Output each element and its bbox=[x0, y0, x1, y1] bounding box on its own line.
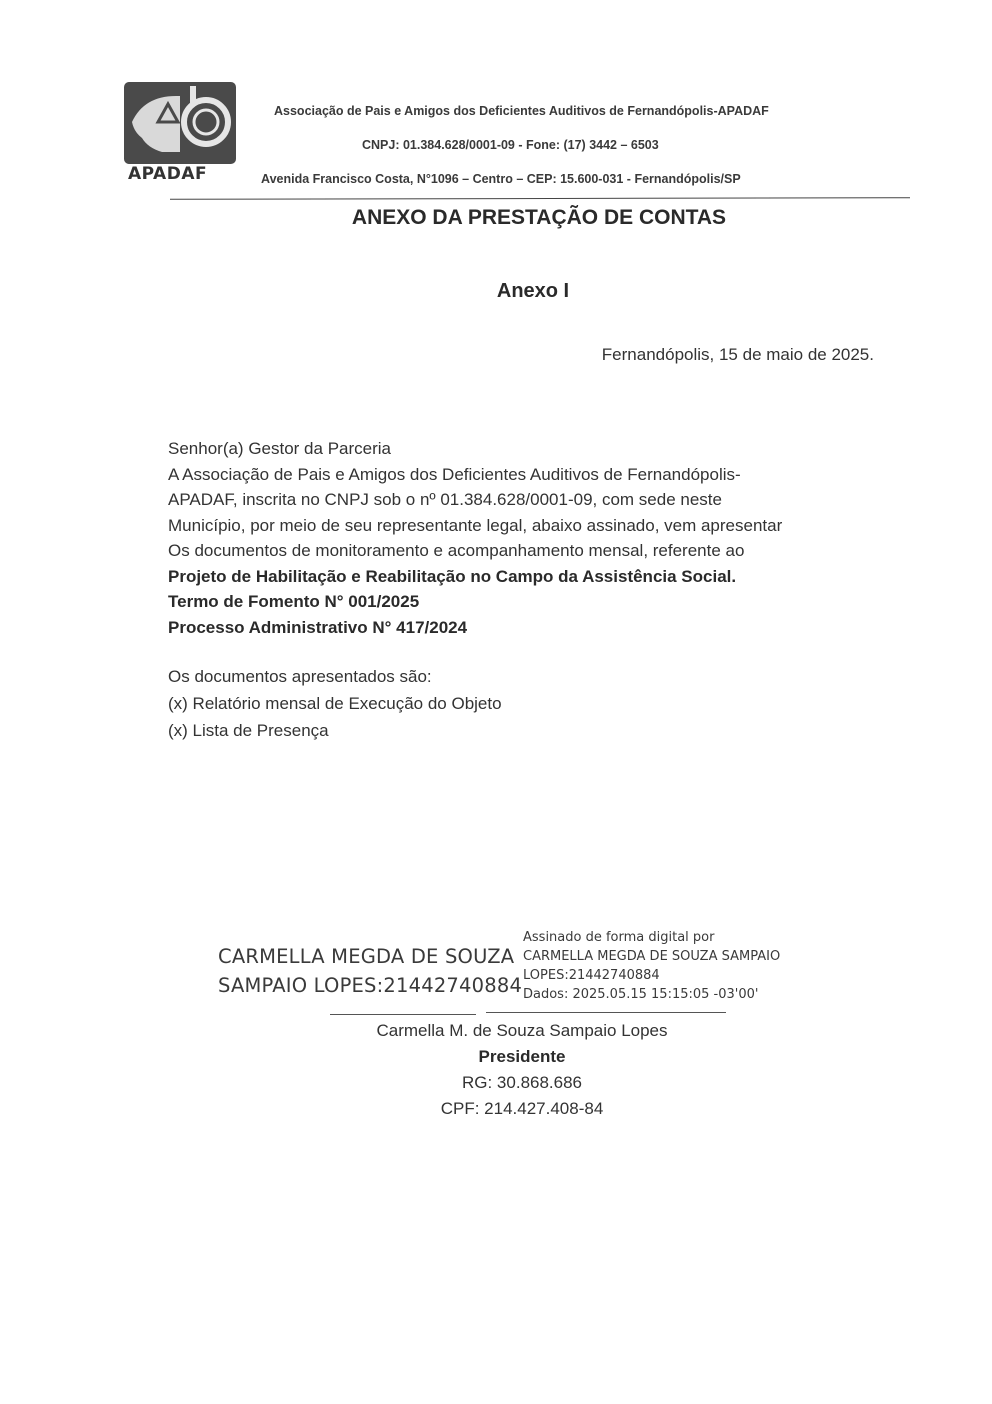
document-item: (x) Relatório mensal de Execução do Objeto bbox=[168, 694, 502, 713]
apadaf-logo bbox=[124, 82, 236, 186]
document-title: ANEXO DA PRESTAÇÃO DE CONTAS bbox=[351, 206, 727, 229]
header-organization: Associação de Pais e Amigos dos Deficientes Auditivos de Fernandópolis-APADAF bbox=[274, 104, 769, 118]
documents-intro: Os documentos apresentados são: bbox=[168, 667, 432, 686]
signer-role: Presidente bbox=[478, 1047, 566, 1066]
digital-signature-name bbox=[218, 942, 522, 1000]
process-number: Processo Administrativo N° 417/2024 bbox=[168, 617, 468, 637]
header-contact: CNPJ: 01.384.628/0001-09 - Fone: (17) 3442 – 6503 bbox=[362, 138, 659, 152]
signer-rg: RG: 30.868.686 bbox=[461, 1073, 583, 1092]
signer-name: Carmella M. de Souza Sampaio Lopes bbox=[376, 1021, 668, 1040]
signer-cpf: CPF: 214.427.408-84 bbox=[440, 1099, 604, 1118]
signature-name-line: SAMPAIO LOPES:21442740884 bbox=[218, 974, 523, 997]
header-divider bbox=[170, 197, 910, 200]
stamp-line: CARMELLA MEGDA DE SOUZA SAMPAIO bbox=[523, 949, 781, 964]
header-address: Avenida Francisco Costa, N°1096 – Centro – CEP: 15.600-031 - Fernandópolis/SP bbox=[261, 172, 741, 186]
date-line: Fernandópolis, 15 de maio de 2025. bbox=[601, 345, 874, 364]
signature-name-line: CARMELLA MEGDA DE SOUZA bbox=[218, 945, 515, 968]
document-subtitle: Anexo I bbox=[496, 280, 570, 302]
paragraph-line: Os documentos de monitoramento e acompanhamento mensal, referente ao bbox=[168, 541, 745, 560]
paragraph-line: Município, por meio de seu representante legal, abaixo assinado, vem apresentar bbox=[168, 515, 783, 535]
signature-line bbox=[330, 1014, 476, 1015]
salutation: Senhor(a) Gestor da Parceria bbox=[168, 439, 391, 458]
paragraph-line: A Associação de Pais e Amigos dos Deficientes Auditivos de Fernandópolis- bbox=[168, 464, 741, 484]
signature-line bbox=[486, 1012, 726, 1013]
project-title: Projeto de Habilitação e Reabilitação no Campo da Assistência Social. bbox=[168, 566, 737, 586]
document-item: (x) Lista de Presença bbox=[168, 721, 329, 740]
paragraph-line: APADAF, inscrita no CNPJ sob o nº 01.384.628/0001-09, com sede neste bbox=[168, 490, 722, 509]
stamp-line: Dados: 2025.05.15 15:15:05 -03'00' bbox=[523, 987, 759, 1002]
stamp-line: Assinado de forma digital por bbox=[523, 930, 715, 945]
digital-signature-stamp bbox=[523, 928, 780, 1004]
logo-wordmark: APADAF bbox=[128, 164, 208, 184]
term-number: Termo de Fomento N° 001/2025 bbox=[168, 592, 420, 611]
apadaf-emblem-icon bbox=[124, 82, 236, 164]
letter-body bbox=[168, 436, 908, 640]
signer-block bbox=[0, 1018, 992, 1122]
stamp-line: LOPES:21442740884 bbox=[523, 968, 660, 983]
documents-list bbox=[168, 663, 868, 744]
